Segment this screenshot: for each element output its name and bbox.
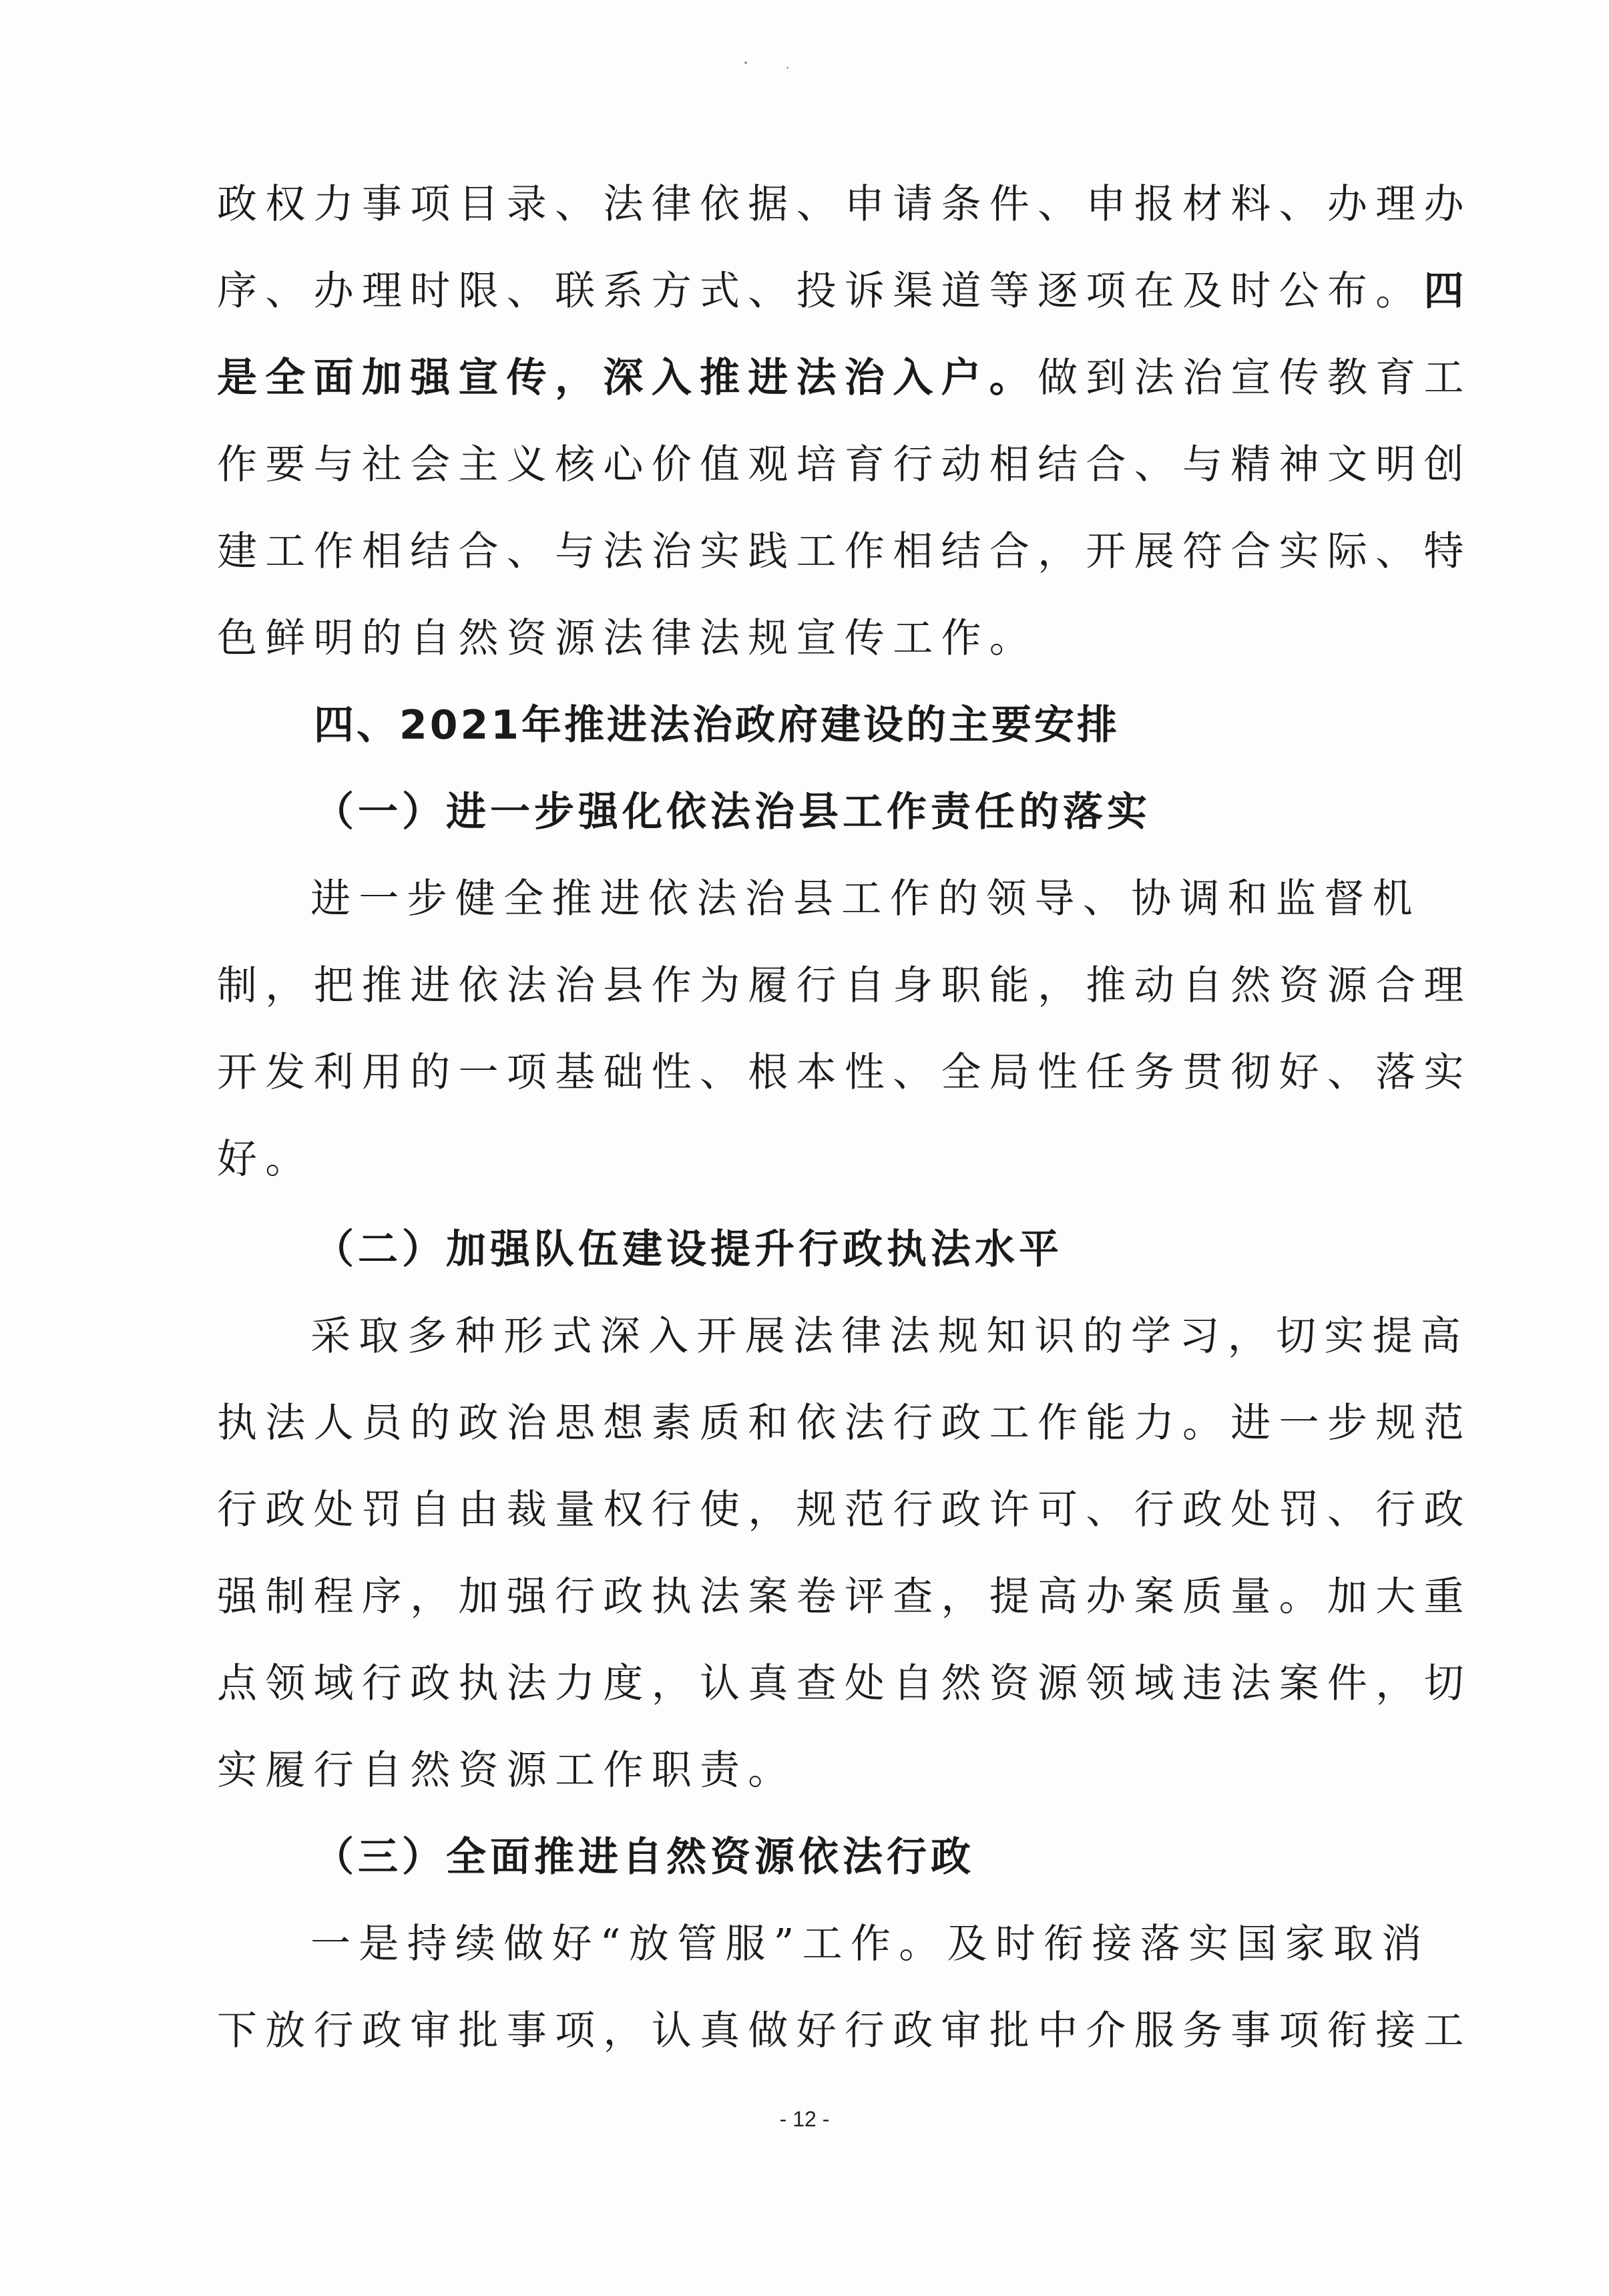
body-line: 下放行政审批事项，认真做好行政审批中介服务事项衔接工 bbox=[217, 2007, 1472, 2054]
body-line: 制，把推进依法治县作为履行自身职能，推动自然资源合理 bbox=[217, 962, 1472, 1009]
body-line: 建工作相结合、与法治实践工作相结合，开展符合实际、特 bbox=[217, 528, 1472, 575]
body-line: 作要与社会主义核心价值观培育行动相结合、与精神文明创 bbox=[217, 441, 1472, 488]
scan-speck bbox=[744, 61, 747, 64]
body-line: 好。 bbox=[217, 1136, 314, 1183]
section-heading: 四、2021年推进法治政府建设的主要安排 bbox=[314, 702, 1120, 749]
body-line: 政权力事项目录、法律依据、申请条件、申报材料、办理办 bbox=[217, 181, 1472, 228]
subsection-heading: （一）进一步强化依法治县工作责任的落实 bbox=[314, 789, 1151, 835]
body-line: 强制程序，加强行政执法案卷评查，提高办案质量。加大重 bbox=[217, 1573, 1472, 1620]
body-line: 开发利用的一项基础性、根本性、全局性任务贯彻好、落实 bbox=[217, 1049, 1472, 1096]
body-line: 实履行自然资源工作职责。 bbox=[217, 1747, 796, 1794]
body-line: 色鲜明的自然资源法律法规宣传工作。 bbox=[217, 615, 1038, 662]
body-line: 序、办理时限、联系方式、投诉渠道等逐项在及时公布。四 bbox=[217, 268, 1472, 315]
subsection-heading: （三）全面推进自然资源依法行政 bbox=[314, 1834, 975, 1881]
page-number: - 12 - bbox=[779, 2107, 830, 2131]
scan-speck bbox=[786, 67, 788, 69]
body-line: 是全面加强宣传，深入推进法治入户。做到法治宣传教育工 bbox=[217, 355, 1472, 401]
subsection-heading: （二）加强队伍建设提升行政执法水平 bbox=[314, 1226, 1063, 1273]
body-line: 点领域行政执法力度，认真查处自然资源领域违法案件，切 bbox=[217, 1660, 1472, 1707]
body-line: 一是持续做好“放管服”工作。及时衔接落实国家取消 bbox=[310, 1921, 1430, 1967]
body-line: 执法人员的政治思想素质和依法行政工作能力。进一步规范 bbox=[217, 1400, 1472, 1447]
body-line: 采取多种形式深入开展法律法规知识的学习，切实提高 bbox=[310, 1313, 1469, 1360]
body-line: 行政处罚自由裁量权行使，规范行政许可、行政处罚、行政 bbox=[217, 1487, 1472, 1533]
body-line: 进一步健全推进依法治县工作的领导、协调和监督机 bbox=[310, 876, 1421, 922]
